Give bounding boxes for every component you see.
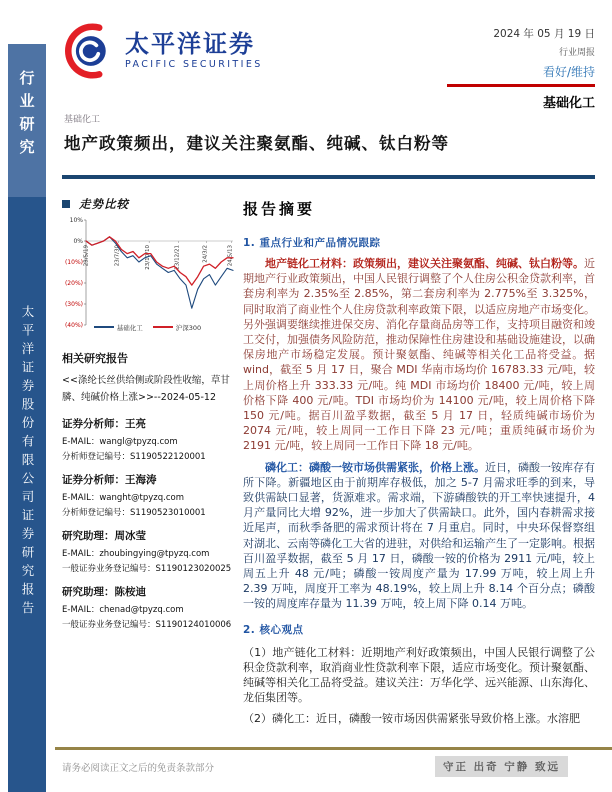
rating-badge: 看好/维持 [542, 65, 595, 79]
section1-title: 1. 重点行业和产品情况跟踪 [243, 237, 381, 249]
svg-text:(30%): (30%) [64, 301, 83, 308]
svg-text:23/12/21: 23/12/21 [174, 245, 181, 270]
footer-disclaimer: 请务必阅读正文之后的免责条款部分 [62, 763, 215, 774]
reg-label: 一般证券业务登记编号： [62, 620, 156, 630]
sidebar-company-strip [8, 197, 46, 792]
analyst-email-line [62, 547, 238, 559]
reg-value: S1190123020025 [155, 564, 232, 574]
analyst-block [62, 584, 238, 630]
title-divider [62, 175, 595, 179]
analyst-name: 王海涛 [125, 474, 157, 486]
chart-legend [60, 323, 235, 332]
category-label: 基础化工 [64, 115, 101, 125]
email-label: E-MAIL： [62, 437, 100, 447]
sidebar-industry-research [8, 44, 46, 197]
trend-section-header [62, 196, 129, 212]
paragraph-phosphorus [243, 460, 595, 612]
core-point-1: （1）地产链化工材料：近期地产利好政策频出，中国人民银行调整了公积金贷款利率，取消商业性贷款利率下限，适应市场变化。预计聚氨酯、纯碱等相关化工品将受益。建议关注：万华化学、远兴能源、山东海化、龙佰集团等。 [243, 645, 595, 705]
analyst-block [62, 416, 238, 462]
svg-text:0%: 0% [73, 238, 83, 245]
email-value: wanght@tpyzq.com [99, 493, 184, 503]
analyst-role-label: 证券分析师： [62, 418, 125, 430]
svg-text:(20%): (20%) [64, 280, 83, 287]
analyst-name-line [62, 416, 238, 431]
sidebar-bottom-label: 太平洋证券股份有限公司证券研究报告 [20, 305, 35, 620]
email-label: E-MAIL： [62, 549, 100, 559]
email-value: chenad@tpyzq.com [99, 605, 184, 615]
analyst-name-line [62, 528, 238, 543]
report-summary [243, 198, 595, 727]
analyst-email-line [62, 435, 238, 447]
left-column [62, 350, 238, 630]
analyst-reg-line [62, 506, 238, 518]
email-value: wangl@tpyzq.com [99, 437, 178, 447]
brand-name-en: PACIFIC SECURITIES [125, 59, 263, 71]
legend-line-swatch [153, 326, 173, 328]
pacific-securities-logo-icon [60, 23, 116, 79]
rating-underline [447, 84, 595, 87]
legend-line-swatch [94, 326, 114, 328]
analyst-email-line [62, 603, 238, 615]
svg-text:(10%): (10%) [64, 259, 83, 266]
paragraph2-body: 近日，磷酸一铵库存有所下降。新疆地区由于前期库存极低，加之 5-7 月需求旺季的到来，导致供需缺口显著，货源难求。需求端，下游磷酸铁的开工率快速提升，4 月产量同比大增 92%，进一步加大了供需缺口。此外，国内春耕需求接近尾声，而秋季备肥的需求预计将在 7 月重启。同时，中央环保督察组对湖北、云南等磷化工大省的进驻，对供给和运输产生了一定影响。根据百川盈孚数据，截至 5 月 17 日，磷酸一铵的价格为 2911 元/吨，较上周五上升 48 元/吨；磷酸一铵周度产量为 17.99 万吨，较上周上升 2.39 万吨，周度开工率为 48.19%，较上周上升 8.14 个百分点；磷酸一铵的周度库存量为 11.39 万吨，较上周下降 0.14 万吨。 [243, 460, 595, 611]
analyst-role-label: 证券分析师： [62, 474, 125, 486]
svg-text:24/3/2: 24/3/2 [202, 245, 209, 263]
legend-item [153, 323, 201, 332]
analyst-block [62, 472, 238, 518]
reg-value: S1190124010006 [155, 620, 232, 630]
email-label: E-MAIL： [62, 493, 100, 503]
svg-text:10%: 10% [69, 217, 83, 224]
reg-label: 分析师登记编号： [62, 508, 131, 518]
svg-text:23/5/19: 23/5/19 [83, 245, 90, 267]
svg-text:23/7/30: 23/7/30 [114, 245, 121, 267]
analyst-block [62, 528, 238, 574]
footer-motto: 守正 出奇 宁静 致远 [435, 756, 568, 777]
page-title: 地产政策频出，建议关注聚氨酯、纯碱、钛白粉等 [64, 134, 449, 153]
paragraph1-lead: 地产链化工材料：政策频出，建议关注聚氨酯、纯碱、钛白粉等。 [265, 257, 584, 270]
core-point-2: （2）磷化工：近日，磷酸一铵市场因供需紧张导致价格上涨。水溶肥 [243, 712, 580, 726]
brand-logo [60, 23, 263, 79]
section2-title: 2. 核心观点 [243, 623, 304, 636]
brand-name-cn: 太平洋证券 [125, 29, 255, 58]
report-meta [447, 26, 595, 111]
footer-divider [55, 747, 612, 750]
svg-text:(40%): (40%) [64, 322, 83, 329]
analyst-email-line [62, 491, 238, 503]
summary-title: 报告摘要 [243, 200, 316, 218]
sidebar-top-label: 行业研究 [17, 70, 36, 162]
email-label: E-MAIL： [62, 605, 100, 615]
report-type: 行业周报 [558, 48, 595, 58]
analyst-reg-line [62, 450, 238, 462]
related-reports-title: 相关研究报告 [62, 352, 128, 365]
email-value: zhoubingying@tpyzq.com [99, 549, 210, 559]
paragraph-property-chain [243, 256, 595, 454]
analyst-name: 周冰莹 [114, 530, 146, 542]
reg-value: S1190522120001 [130, 452, 206, 462]
reg-label: 一般证券业务登记编号： [62, 564, 156, 574]
analyst-role-label: 研究助理： [62, 530, 115, 542]
analyst-name-line [62, 584, 238, 599]
analyst-name: 王亮 [125, 418, 146, 430]
reg-value: S1190523010001 [130, 508, 206, 518]
analyst-name: 陈桉迪 [114, 586, 146, 598]
reg-label: 分析师登记编号： [62, 452, 131, 462]
report-date: 2024 年 05 月 19 日 [493, 28, 595, 40]
related-report-item: <<涤纶长丝供给侧或阶段性收缩，草甘膦、纯碱价格上涨>>--2024-05-12 [62, 375, 230, 403]
square-bullet-icon [62, 200, 70, 208]
analyst-reg-line [62, 562, 238, 574]
trend-comparison-chart [60, 214, 235, 338]
trend-section-title: 走势比较 [79, 197, 129, 211]
legend-item [94, 323, 143, 332]
svg-text:23/10/10: 23/10/10 [145, 245, 152, 270]
analyst-name-line [62, 472, 238, 487]
legend-label: 基础化工 [116, 324, 143, 332]
industry-name: 基础化工 [542, 96, 595, 111]
paragraph2-lead: 磷化工：磷酸一铵市场供需紧张，价格上涨。 [265, 460, 485, 474]
analyst-reg-line [62, 618, 238, 630]
legend-label: 沪深300 [175, 324, 202, 332]
analyst-role-label: 研究助理： [62, 586, 115, 598]
paragraph1-body: 近期地产行业政策频出，中国人民银行调整了个人住房公积金贷款利率，首套房利率为 2.35%至 2.85%，第二套房利率为 2.775%至 3.325%，同时取消了商业性个人住房贷款利率政策下限，以适应房地产市场变化。另外强调要继续推进保交房、消化存量商品房等工作，支持项目融资和竣工交付，加强债务风险防范，推动保障性住房建设和基础设施建设，以确保房地产市场稳定发展。预计聚氨酯、纯碱等相关化工品将受益。据 wind，截至 5 月 17 日，聚合 MDI 华南市场均价 16783.33 元/吨，较上周价格上升 333.33 元/吨。纯 MDI 市场均价 18400 元/吨，较上周价格下降 400 元/吨。TDI 市场均价为 14100 元/吨，较上周价格下降 150 元/吨。据百川盈孚数据，截至 5 月 17 日，轻质纯碱市场价为 2074 元/吨，较上周同一工作日下降 23 元/吨；重质纯碱市场价为 2191 元/吨，较上周同一工作日下降 18 元/吨。 [243, 257, 595, 453]
svg-text:24/5/13: 24/5/13 [227, 245, 234, 267]
